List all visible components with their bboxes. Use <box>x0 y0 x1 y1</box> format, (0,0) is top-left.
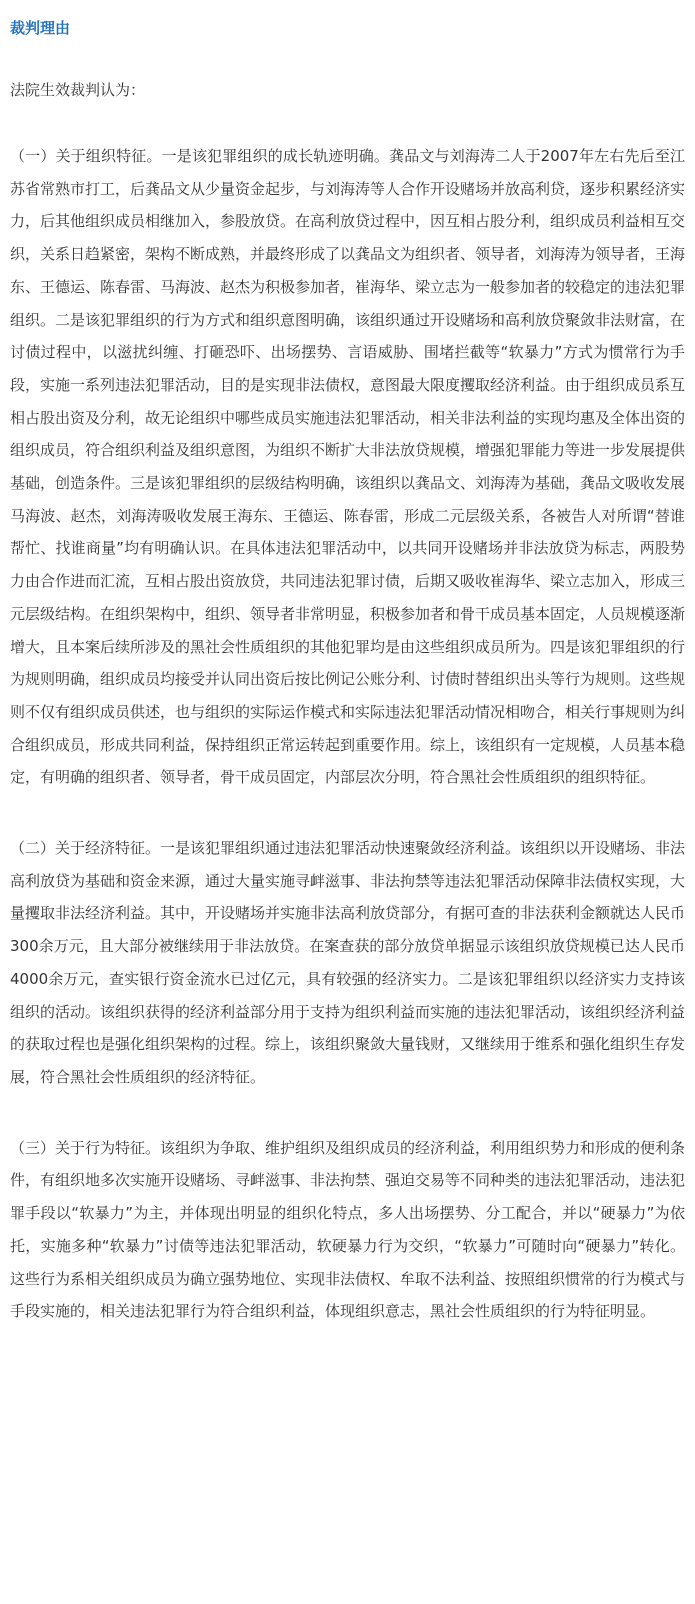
paragraph-economic-features: （二）关于经济特征。一是该犯罪组织通过违法犯罪活动快速聚敛经济利益。该组织以开设赌场、非法高利放贷为基础和资金来源，通过大量实施寻衅滋事、非法拘禁等违法犯罪活动保障非法债权实现，大量攫取非法经济利益。其中，开设赌场并实施非法高利放贷部分，有据可查的非法获利金额就达人民币300余万元，且大部分被继续用于非法放贷。在案查获的部分放贷单据显示该组织放贷规模已达人民币4000余万元，查实银行资金流水已过亿元，具有较强的经济实力。二是该犯罪组织以经济实力支持该组织的活动。该组织获得的经济利益部分用于支持为组织利益而实施的违法犯罪活动，该组织经济利益的获取过程也是强化组织架构的过程。综上，该组织聚敛大量钱财，又继续用于维系和强化组织生存发展，符合黑社会性质组织的经济特征。 <box>10 839 686 1086</box>
section-heading: 裁判理由 <box>10 19 71 37</box>
paragraph-organization-features: （一）关于组织特征。一是该犯罪组织的成长轨迹明确。龚品文与刘海涛二人于2007年左右先后至江苏省常熟市打工，后龚品文从少量资金起步，与刘海涛等人合作开设赌场并放高利贷，逐步积累经济实力，后其他组织成员相继加入，参股放贷。在高利放贷过程中，因互相占股分利，组织成员利益相互交织，关系日趋紧密，架构不断成熟，并最终形成了以龚品文为组织者、领导者，刘海涛为领导者，王海东、王德运、陈春雷、马海波、赵杰为积极参加者，崔海华、梁立志为一般参加者的较稳定的违法犯罪组织。二是该犯罪组织的行为方式和组织意图明确，该组织通过开设赌场和高利放贷聚敛非法财富，在讨债过程中，以滋扰纠缠、打砸恐吓、出场摆势、言语威胁、围堵拦截等“软暴力”方式为惯常行为手段，实施一系列违法犯罪活动，目的是实现非法债权，意图最大限度攫取经济利益。由于组织成员系互相占股出资及分利，故无论组织中哪些成员实施违法犯罪活动，相关非法利益的实现均惠及全体出资的组织成员，符合组织利益及组织意图，为组织不断扩大非法放贷规模，增强犯罪能力等进一步发展提供基础，创造条件。三是该犯罪组织的层级结构明确，该组织以龚品文、刘海涛为基础，龚品文吸收发展马海波、赵杰，刘海涛吸收发展王海东、王德运、陈春雷，形成二元层级关系，各被告人对所谓“替谁帮忙、找谁商量”均有明确认识。在具体违法犯罪活动中，以共同开设赌场并非法放贷为标志，两股势力由合作进而汇流，互相占股出资放贷，共同违法犯罪讨债，后期又吸收崔海华、梁立志加入，形成三元层级结构。在组织架构中，组织、领导者非常明显，积极参加者和骨干成员基本固定，人员规模逐渐增大，且本案后续所涉及的黑社会性质组织的其他犯罪均是由这些组织成员所为。四是该犯罪组织的行为规则明确，组织成员均接受并认同出资后按比例记公账分利、讨债时替组织出头等行为规则。这些规则不仅有组织成员供述，也与组织的实际运作模式和实际违法犯罪活动情况相吻合，相关行事规则为纠合组织成员，形成共同利益，保持组织正常运转起到重要作用。综上，该组织有一定规模，人员基本稳定，有明确的组织者、领导者，骨干成员固定，内部层次分明，符合黑社会性质组织的组织特征。 <box>10 147 686 787</box>
paragraph-behavior-features: （三）关于行为特征。该组织为争取、维护组织及组织成员的经济利益，利用组织势力和形成的便利条件，有组织地多次实施开设赌场、寻衅滋事、非法拘禁、强迫交易等不同种类的违法犯罪活动，违法犯罪手段以“软暴力”为主，并体现出明显的组织化特点，多人出场摆势、分工配合，并以“硬暴力”为依托，实施多种“软暴力”讨债等违法犯罪活动，软硬暴力行为交织，“软暴力”可随时向“硬暴力”转化。这些行为系相关组织成员为确立强势地位、实现非法债权、牟取不法利益、按照组织惯常的行为模式与手段实施的，相关违法犯罪行为符合组织利益，体现组织意志，黑社会性质组织的行为特征明显。 <box>10 1138 686 1321</box>
intro-text: 法院生效裁判认为： <box>10 81 146 99</box>
